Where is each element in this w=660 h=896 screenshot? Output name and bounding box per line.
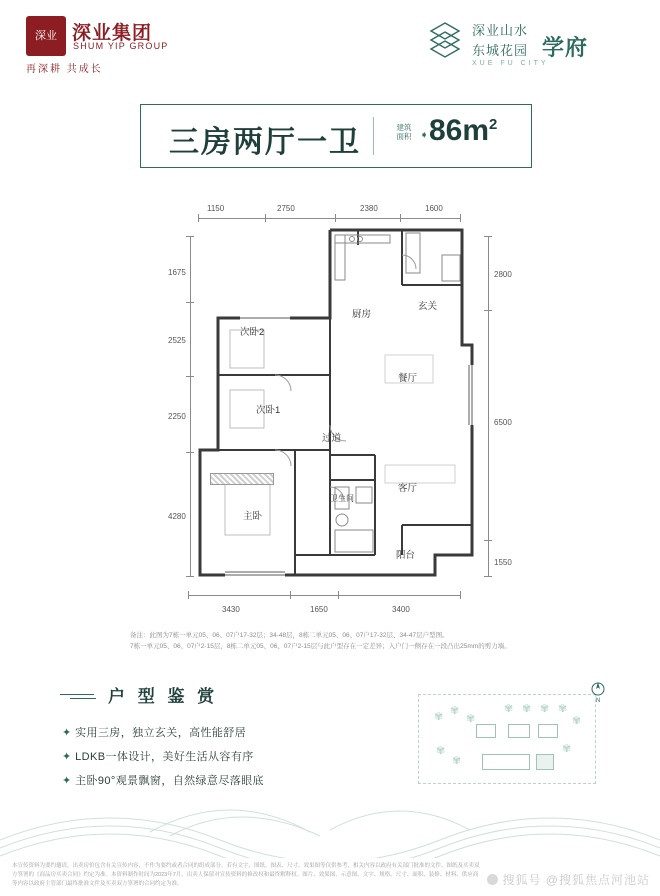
tree-icon: ✾ [450, 705, 460, 717]
feature-item-2 [62, 748, 254, 764]
area-tag-line2: 面积 [396, 132, 412, 141]
tree-icon: ✾ [504, 703, 514, 715]
compass-label: N [595, 698, 601, 704]
floorplan [0, 190, 660, 640]
dim-top-1: 2750 [277, 204, 295, 213]
shumyip-logo [26, 16, 206, 75]
floorplan-outline [180, 225, 480, 585]
bay-window-hatch [210, 473, 274, 485]
room-label-dining: 餐厅 [398, 373, 418, 384]
dim-bottom-0: 3430 [222, 605, 240, 614]
building-block [538, 724, 558, 738]
unit-area-sup: 2 [489, 116, 498, 133]
tree-icon: ✾ [540, 703, 550, 715]
heading-rule-1 [60, 694, 94, 695]
tree-icon: ✾ [558, 703, 568, 715]
dim-top-0: 1150 [207, 204, 225, 213]
room-label-master: 主卧 [243, 511, 263, 522]
room-label-kitchen: 厨房 [352, 309, 372, 320]
floorplan-notes [130, 630, 530, 652]
room-label-bedroom2: 次卧2 [240, 327, 265, 338]
feature-text-1: 实用三房，独立玄关，高性能舒居 [75, 727, 247, 739]
page-footer [0, 858, 660, 896]
project-name-line2: 东城花园 [472, 43, 529, 58]
features-heading [60, 682, 310, 708]
tree-icon: ✾ [522, 703, 532, 715]
dim-left-0: 1675 [168, 268, 186, 277]
project-name-line1: 深业山水 [472, 23, 529, 38]
building-block [508, 724, 530, 738]
dim-top-2: 2380 [360, 204, 378, 213]
logo-company-en: SHUM YIP GROUP [73, 41, 169, 51]
unit-area [429, 114, 497, 148]
features-title: 户 型 鉴 赏 [108, 687, 219, 706]
title-divider [373, 117, 374, 155]
building-block-highlight [536, 754, 554, 770]
unit-area-value: 86m [429, 114, 490, 147]
area-tag-line1: 建筑 [396, 123, 412, 132]
heading-rule-2 [70, 698, 96, 699]
watermark [487, 871, 650, 888]
dim-right-0: 2800 [494, 270, 512, 279]
page-title: 三房两厅一卫 [169, 126, 361, 159]
project-name-highlight: 学府 [542, 35, 589, 60]
dim-right-2: 1550 [494, 558, 512, 567]
room-label-balcony: 阳台 [396, 550, 416, 561]
building-block [482, 754, 530, 770]
bullet-icon: ✦ [62, 751, 72, 763]
tree-icon: ✾ [452, 755, 462, 767]
room-label-corridor: 过道 [322, 433, 342, 444]
unit-title-box [140, 104, 532, 168]
feature-item-1 [62, 724, 246, 740]
watermark-icon [487, 874, 498, 885]
project-logo [424, 14, 634, 72]
dim-top-3: 1600 [425, 204, 443, 213]
dim-left-2: 2250 [168, 412, 186, 421]
arrow-icon: ➧ [420, 130, 429, 141]
tree-icon: ✾ [562, 743, 572, 755]
dim-bottom-1: 1650 [310, 605, 328, 614]
footer-disclaimer: 本宣传资料为要约邀请，出卖房价包含有关宣传内容，不作为要约或者合同的组成部分。若有文字、图纸、图表、尺寸、效果图等仅供参考，相关内容以政府有关部门批准的文件、图纸及买卖双方签署的《商品房买卖合同》约定为准。本资料制作时间为2023年7月，出卖人保留对宣传资料的修改权和最终解释权。图片、效果图、示意图、文字、规格、尺寸、面积、装修、材料、供应商等内容以政府主管部门最终批准文件及买卖双方签署的合同约定为准。 [12, 863, 480, 887]
wave-decoration [0, 770, 660, 860]
bullet-icon: ✦ [62, 727, 72, 739]
room-label-bedroom1: 次卧1 [256, 405, 281, 416]
logo-mark: 深业 [26, 16, 66, 56]
tree-icon: ✾ [466, 713, 476, 725]
dim-bottom-2: 3400 [392, 605, 410, 614]
project-name-en: XUE FU CITY [472, 60, 549, 67]
mountain-water-icon [424, 18, 466, 60]
tree-icon: ✾ [572, 715, 582, 727]
feature-text-3: 主卧90°观景飘窗，自然绿意尽落眼底 [75, 775, 264, 787]
page-header [0, 0, 660, 78]
feature-text-2: LDKB一体设计，美好生活从容有序 [75, 751, 254, 763]
building-block [476, 724, 496, 738]
note-line-1: 备注：此图为7栋一单元05、06、07户17-32层；34-48层，8栋二单元05、06、07户17-32层、34-47层户型图。 [130, 632, 449, 639]
watermark-text: 搜狐号 @搜狐焦点河池站 [502, 873, 650, 887]
tree-icon: ✾ [434, 711, 444, 723]
logo-company-cn: 深业集团 [72, 23, 153, 44]
compass-icon [590, 680, 606, 702]
note-line-2: 7栋一单元05、06、07户2-15层，8栋二单元05、06、07户2-15层与此户型存在一定差异；入户门一侧存在一段凸出25mm的剪力墙。 [130, 643, 511, 650]
logo-slogan: 再深耕 共成长 [26, 64, 103, 75]
dim-left-3: 4280 [168, 512, 186, 521]
room-label-entry: 玄关 [418, 301, 438, 312]
tree-icon: ✾ [436, 745, 446, 757]
dim-left-1: 2525 [168, 336, 186, 345]
room-label-bathroom: 卫生间 [330, 494, 354, 503]
room-label-living: 客厅 [398, 483, 418, 494]
bullet-icon: ✦ [62, 775, 72, 787]
dim-right-1: 6500 [494, 418, 512, 427]
